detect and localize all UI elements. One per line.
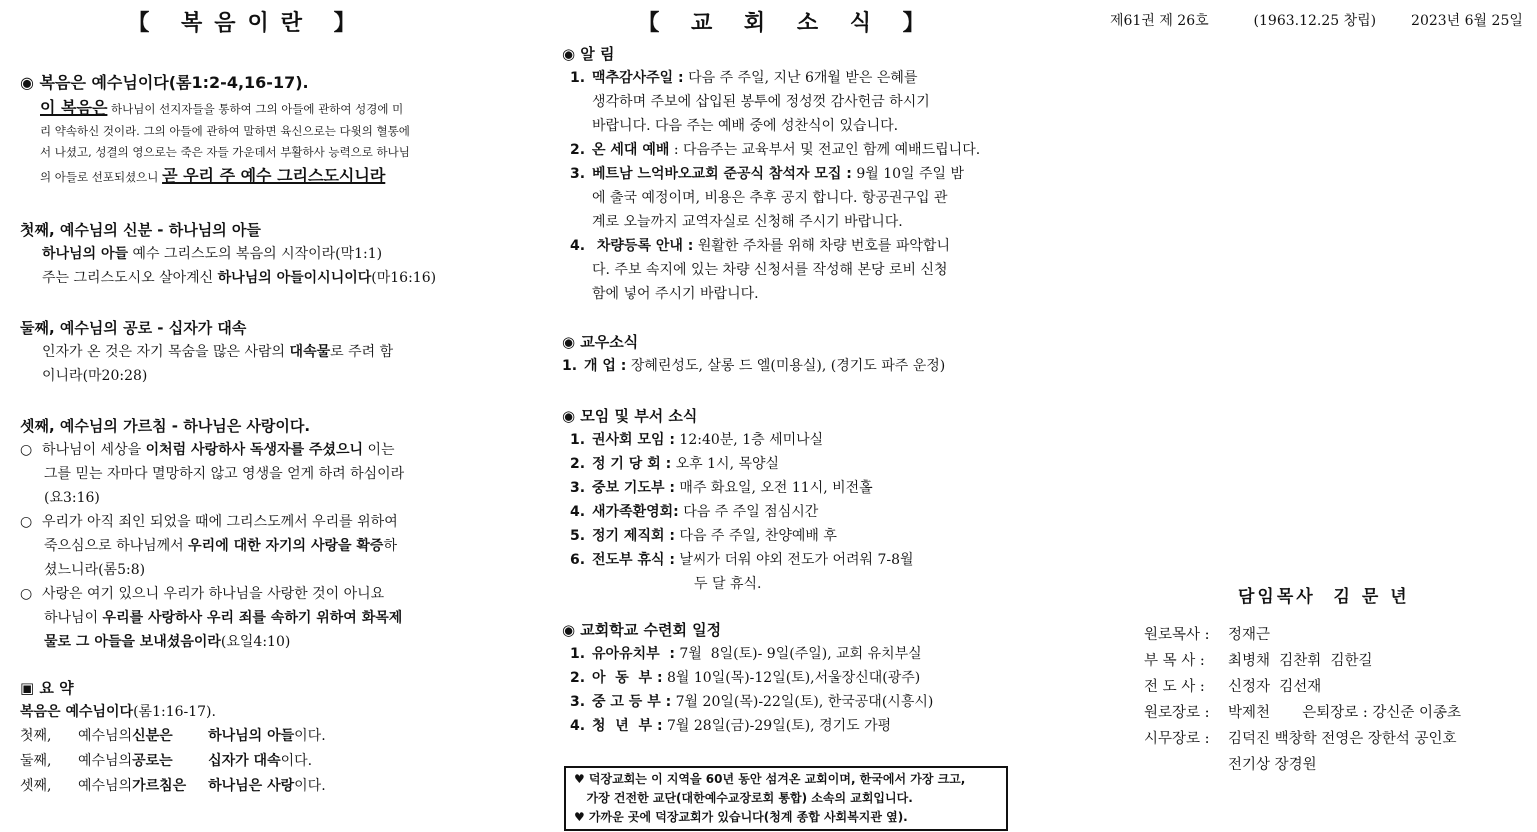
notice-text: 생각하며 주보에 삽입된 봉투에 정성껏 감사헌금 하시기	[592, 94, 930, 110]
intro-heading: ◉ 복음은 예수님이다(롬1:2-4,16-17).	[20, 73, 309, 92]
meeting-text: 다음 주 주일 점심시간	[678, 504, 819, 520]
second-heading: 둘째, 예수님의 공로 - 십자가 대속	[20, 319, 247, 337]
notice-line	[562, 234, 1012, 258]
first-l1b: 예수 그리스도의 복음의 시작이라(막1:1)	[128, 246, 383, 262]
retreat-label: 중 고 등 부 :	[592, 694, 672, 710]
notice-line	[562, 66, 1012, 90]
intro-body1: 하나님이 선지자들을 통하여 그의 아들에 관하여 성경에 미	[107, 102, 404, 116]
third-p3e: (요일4:10)	[220, 634, 291, 650]
summary-subject: 예수님의	[78, 753, 133, 769]
retreat-text: 7월 20일(목)-22일(토), 한국공대(시흥시)	[671, 694, 934, 710]
notice-text: 바랍니다. 다음 주는 예배 중에 성찬식이 있습니다.	[592, 118, 899, 134]
notice-heading: ◉ 알 림	[562, 45, 615, 63]
notice-number: 3.	[570, 166, 586, 182]
summary-suffix: 이다.	[294, 728, 326, 744]
notice-label: 베트남 느억바오교회 준공식 참석자 모집 :	[592, 166, 852, 182]
retreat-list	[562, 642, 1012, 738]
intro-tail: 곧 우리 주 예수 그리스도시니라	[162, 166, 386, 185]
summary-topic: 신분은	[132, 728, 173, 744]
meetings-heading: ◉ 모임 및 부서 소식	[562, 407, 698, 425]
staff-names: 최병채 김찬휘 김한길	[1228, 653, 1373, 669]
notice-line	[562, 90, 1012, 114]
staff-names: 김덕진 백창학 전영은 장한석 공인호	[1228, 731, 1457, 747]
staff-role: 부 목 사 :	[1144, 653, 1205, 669]
first-l2c: (마16:16)	[371, 270, 437, 286]
meetings-cont: 두 달 휴식.	[694, 576, 762, 592]
retreat-heading: ◉ 교회학교 수련회 일정	[562, 621, 722, 639]
staff-row	[1144, 700, 1461, 726]
notice-text: : 다음주는 교육부서 및 전교인 함께 예배드립니다.	[669, 142, 981, 158]
summary-answer: 십자가 대속	[208, 753, 281, 769]
staff-names: 박제천 은퇴장로 : 강신준 이종초	[1228, 705, 1462, 721]
staff-row	[1144, 648, 1461, 674]
box-line2: 가장 건전한 교단(대한예수교장로회 통합) 소속의 교회입니다.	[574, 791, 913, 805]
first-l2a: 주는 그리스도시오 살아계신	[42, 270, 218, 286]
third-p1e: (요3:16)	[44, 490, 100, 506]
meeting-label: 새가족환영회:	[592, 504, 679, 520]
retreat-label: 유아유치부 :	[592, 646, 675, 662]
meeting-item	[562, 452, 1012, 476]
summary-subject: 예수님의	[78, 778, 133, 794]
volume-number: 제61권 제 26호	[1110, 13, 1209, 29]
notice-list	[562, 66, 1012, 306]
meeting-number: 3.	[570, 480, 586, 496]
summary-subject: 예수님의	[78, 728, 133, 744]
staff-row	[1144, 752, 1461, 778]
issue-date: 2023년 6월 25일	[1411, 13, 1523, 29]
meeting-item	[562, 524, 1012, 548]
intro-body3: 서 나셨고, 성결의 영으로는 죽은 자들 가운데서 부활하사 능력으로 하나님	[40, 145, 410, 159]
notice-number: 1.	[570, 70, 586, 86]
meeting-label: 정 기 당 회 :	[592, 456, 672, 472]
notice-line	[562, 162, 1012, 186]
staff-row	[1144, 674, 1461, 700]
meeting-label: 중보 기도부 :	[592, 480, 675, 496]
notice-label: 차량등록 안내 :	[592, 238, 694, 254]
retreat-item	[570, 642, 1012, 666]
summary-heading: ▣ 요 약	[20, 679, 74, 697]
bullet-circle: ○	[20, 442, 33, 458]
third-p2e: 셨느니라(롬5:8)	[44, 562, 146, 578]
members-num: 1.	[562, 358, 578, 374]
summary-ordinal: 둘째,	[20, 753, 52, 769]
notice-text: 원활한 주차를 위해 차량 번호를 파악합니	[693, 238, 950, 254]
summary-r0a: 복음은 예수님이다	[20, 704, 134, 720]
third-p2a: 우리가 아직 죄인 되었을 때에 그리스도께서 우리를 위하여	[42, 514, 398, 530]
intro-body4: 의 아들로 선포되셨으니	[40, 170, 159, 184]
staff-row	[1144, 726, 1461, 752]
retreat-item	[570, 714, 1012, 738]
notice-label: 맥추감사주일 :	[592, 70, 684, 86]
staff-role: 시무장로 :	[1144, 731, 1210, 747]
third-p3b: 하나님이	[44, 610, 103, 626]
meeting-number: 4.	[570, 504, 586, 520]
retreat-number: 3.	[570, 694, 586, 710]
church-news-column	[562, 0, 1012, 832]
summary-suffix: 이다.	[294, 778, 326, 794]
third-p1a: 하나님이 세상을	[42, 442, 146, 458]
summary-row	[20, 774, 475, 799]
summary-ordinal: 셋째,	[20, 778, 52, 794]
retreat-text: 8월 10일(목)-12일(토),서울장신대(광주)	[662, 670, 921, 686]
meeting-text: 12:40분, 1층 세미나실	[674, 432, 824, 448]
staff-names: 전기상 장경원	[1228, 757, 1317, 773]
notice-text: 다음 주 주일, 지난 6개월 받은 은혜를	[683, 70, 918, 86]
third-heading: 셋째, 예수님의 가르침 - 하나님은 사랑이다.	[20, 417, 311, 435]
third-p1d: 그를 믿는 자마다 멸망하지 않고 영생을 얻게 하려 하심이라	[44, 466, 405, 482]
third-p2d: 하	[383, 538, 397, 554]
meeting-label: 정기 제직회 :	[592, 528, 675, 544]
summary-answer: 하나님의 아들	[208, 728, 295, 744]
notice-text: 계로 오늘까지 교역자실로 신청해 주시기 바랍니다.	[592, 214, 903, 230]
staff-role: 원로장로 :	[1144, 705, 1210, 721]
notice-line	[562, 210, 1012, 234]
gospel-title: 【 복음이란 】	[127, 10, 368, 36]
summary-suffix: 이다.	[280, 753, 313, 769]
bulletin-info-column	[1110, 0, 1535, 832]
notice-text: 에 출국 예정이며, 비용은 추후 공지 합니다. 항공권구입 관	[592, 190, 948, 206]
notice-text: 다. 주보 속지에 있는 차량 신청서를 작성해 본당 로비 신청	[592, 262, 948, 278]
summary-r0b: (롬1:16-17).	[133, 704, 216, 720]
summary-rows	[20, 724, 475, 799]
notice-number: 2.	[570, 142, 586, 158]
retreat-text: 7월 8일(토)- 9일(주일), 교회 유치부실	[674, 646, 922, 662]
notice-line	[562, 114, 1012, 138]
bulletin-meta	[1110, 10, 1535, 30]
notice-text: 함에 넣어 주시기 바랍니다.	[592, 286, 759, 302]
notice-label: 온 세대 예배	[592, 142, 670, 158]
notice-line	[562, 186, 1012, 210]
meeting-label: 권사회 모임 :	[592, 432, 675, 448]
retreat-text: 7월 28일(금)-29일(토), 경기도 가평	[662, 718, 892, 734]
second-l2: 이니라(마20:28)	[42, 368, 148, 384]
meeting-text: 날씨가 더워 야외 전도가 어려워 7-8월	[674, 552, 914, 568]
founded-date: (1963.12.25 창립)	[1253, 13, 1377, 29]
summary-answer: 하나님은 사랑	[208, 778, 295, 794]
first-l1a: 하나님의 아들	[42, 246, 129, 262]
box-line1: ♥ 덕장교회는 이 지역을 60년 동안 섬겨온 교회이며, 한국에서 가장 크고,	[574, 772, 966, 786]
meeting-number: 5.	[570, 528, 586, 544]
summary-topic: 가르침은	[132, 778, 187, 794]
meeting-number: 1.	[570, 432, 586, 448]
meeting-text: 오후 1시, 목양실	[671, 456, 780, 472]
summary-row	[20, 749, 475, 774]
meeting-text: 매주 화요일, 오전 11시, 비전홀	[674, 480, 873, 496]
summary-topic: 공로는	[132, 753, 173, 769]
staff-list	[1144, 622, 1461, 778]
members-text: 장혜린성도, 살롱 드 엘(미용실), (경기도 파주 운정)	[626, 358, 946, 374]
intro-body2: 리 약속하신 것이라. 그의 아들에 관하여 말하면 육신으로는 다윗의 혈통에	[40, 124, 410, 138]
summary-ordinal: 첫째,	[20, 728, 52, 744]
notice-line	[562, 282, 1012, 306]
second-l1a: 인자가 온 것은 자기 목숨을 많은 사람의	[42, 344, 290, 360]
first-l2b: 하나님의 아들이시니이다	[217, 270, 372, 286]
third-p3c: 우리를 사랑하사 우리 죄를 속하기 위하여 화목제	[102, 610, 403, 626]
meeting-number: 2.	[570, 456, 586, 472]
notice-number: 4.	[570, 238, 586, 254]
senior-pastor: 담임목사 김 문 년	[1238, 587, 1410, 607]
retreat-label: 청 년 부 :	[592, 718, 663, 734]
second-l1c: 로 주려 함	[330, 344, 394, 360]
intro-lead: 이 복음은	[40, 98, 108, 117]
retreat-item	[570, 666, 1012, 690]
staff-role: 전 도 사 :	[1144, 679, 1205, 695]
third-p3d: 물로 그 아들을 보내셨음이라	[44, 634, 221, 650]
bullet-circle: ○	[20, 514, 33, 530]
meeting-number: 6.	[570, 552, 586, 568]
third-p1b: 이처럼 사랑하사 독생자를 주셨으니	[145, 442, 364, 458]
box-line3: ♥ 가까운 곳에 덕장교회가 있습니다(청계 종합 사회복지관 옆).	[574, 810, 908, 824]
notice-line	[562, 138, 1012, 162]
third-p2c: 우리에 대한 자기의 사랑을 확증	[188, 538, 384, 554]
first-heading: 첫째, 예수님의 신분 - 하나님의 아들	[20, 221, 261, 239]
third-p3a: 사랑은 여기 있으니 우리가 하나님을 사랑한 것이 아니요	[42, 586, 385, 602]
meeting-item	[562, 476, 1012, 500]
news-title: 【 교 회 소 식 】	[637, 10, 937, 36]
staff-names: 정재근	[1228, 627, 1271, 643]
bullet-circle: ○	[20, 586, 33, 602]
retreat-number: 2.	[570, 670, 586, 686]
retreat-item	[570, 690, 1012, 714]
retreat-number: 1.	[570, 646, 586, 662]
staff-names: 신정자 김선재	[1228, 679, 1322, 695]
third-p2b: 죽으심으로 하나님께서	[44, 538, 189, 554]
members-heading: ◉ 교우소식	[562, 333, 639, 351]
church-info-box	[564, 766, 1008, 831]
meeting-item	[562, 428, 1012, 452]
notice-line	[562, 258, 1012, 282]
meeting-item	[562, 548, 1012, 572]
retreat-label: 아 동 부 :	[592, 670, 663, 686]
staff-role: 원로목사 :	[1144, 627, 1210, 643]
meeting-text: 다음 주 주일, 찬양예배 후	[674, 528, 837, 544]
meetings-list	[562, 428, 1012, 572]
meeting-label: 전도부 휴식 :	[592, 552, 675, 568]
meeting-item	[562, 500, 1012, 524]
members-label: 개 업 :	[584, 358, 627, 374]
staff-row	[1144, 622, 1461, 648]
gospel-column	[20, 0, 475, 832]
retreat-number: 4.	[570, 718, 586, 734]
notice-text: 9월 10일 주일 밤	[851, 166, 965, 182]
second-l1b: 대속물	[289, 344, 331, 360]
summary-row	[20, 724, 475, 749]
third-p1c: 이는	[363, 442, 395, 458]
